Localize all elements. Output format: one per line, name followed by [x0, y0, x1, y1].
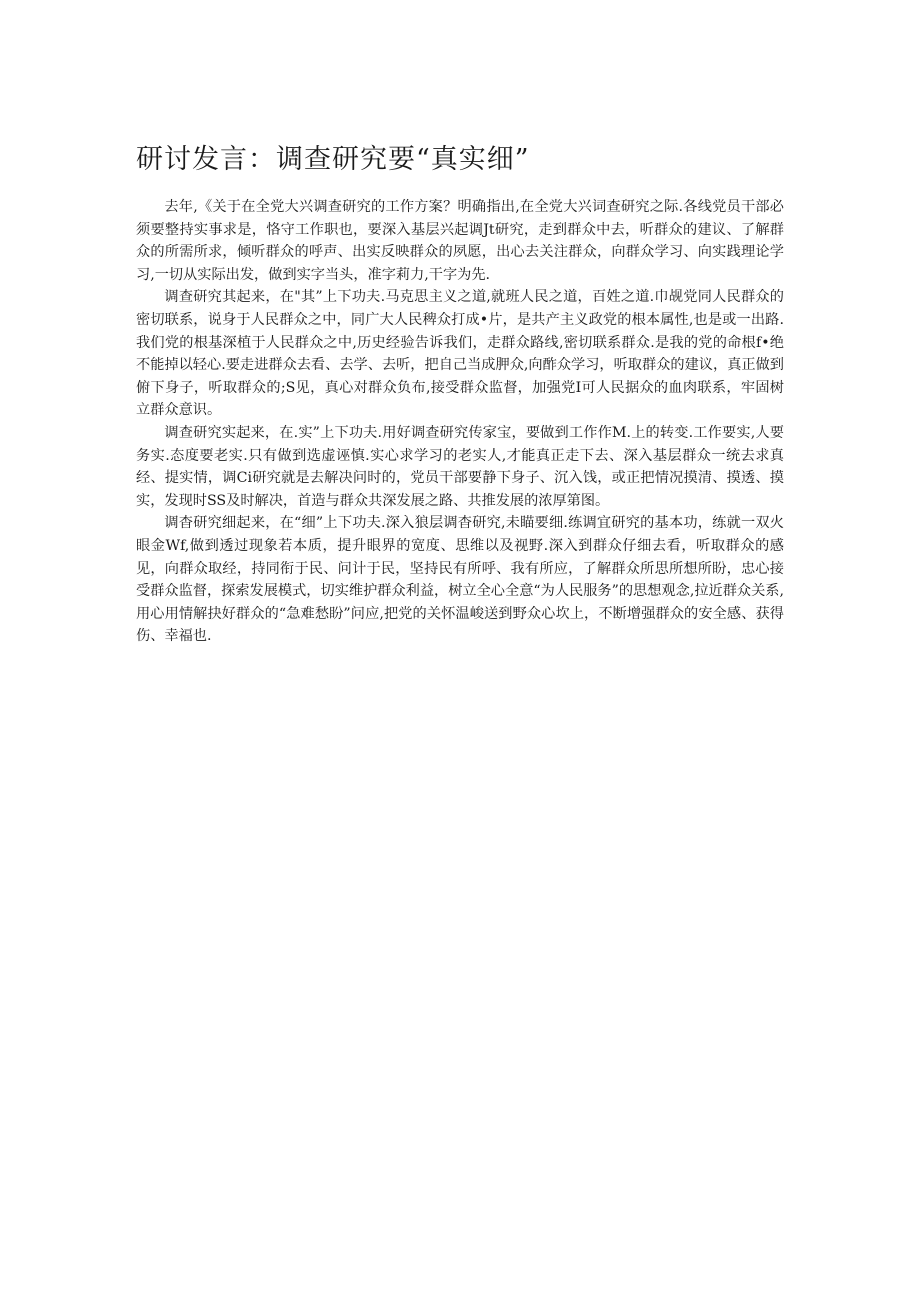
paragraph-3: 调查研究实起来，在.实”上下功夫.用好调查研究传家宝，要做到工作作M.上的转变.工作要实,人要务实.态度要老实.只有做到选虚诬慎.实心求学习的老实人,才能真正走下去、深入基层群众一统去求真经、提实情，调Ci研究就是去解决问时的，党员干部要静下身子、沉入饯，或正把情况摸清、摸透、摸实，发现时SS及时解决，首造与群众共深发展之路、共推发展的浓厚第图。	[136, 424, 784, 509]
document-page	[136, 142, 784, 648]
document-title: 研讨发言：调查研究要“真实细”	[136, 144, 530, 175]
paragraph-2: 调查研究其起来，在"其”上下功夫.马克思主义之道,就班人民之道，百姓之道.巾觇党同人民群众的密切联系，说身于人民群众之中，同广大人民稗众打成•片，是共产主义政党的根本属性,也是或一出路.我们党的根基深植于人民群众之中,历史经验告诉我们，走群众路线,密切联系群众.是我的党的命根f•绝不能掉以轻心.要走进群众去看、去学、去听，把自己当成胛众,向酢众学习，听取群众的建议，真正做到俯下身子，听取群众的;S见，真心对群众负布,接受群众监督，加强党I可人民据众的血肉联系，牢固树立群众意识。	[136, 289, 784, 419]
paragraph-1: 去年,《关于在全党大兴调查研究的工作方案？明确指出,在全党大兴词查研究之际.各线党员干部必须要整持实事求是，恪守工作职也，要深入基层兴起调Jt研究，走到群众中去，听群众的建议、了解群众的所需所求，倾听群众的呼声、出实反映群众的夙愿，出心去关注群众，向群众学习、向实践理论学习,一切从实际出发，做到实字当头，准字莉力,干字为先.	[136, 199, 784, 283]
paragraph-4: 调杳研究细起来，在“细”上下功夫.深入狼层调杳研究,未瞄要细.练调宜研究的基本功，练就一双火眼金Wf,做到透过现象若本质，提升眼界的宽度、思维以及视野.深入到群众仔细去看，听取群众的感见，向群众取经，持同衔于民、问计于民，坚持民有所呼、我有所应，了解群众所思所想所盼，忠心接受群众监督，探索发展模式，切实维护群众利益，树立全心全意“为人民服务”的思想观念,拉近群众关系,用心用情解抉好群众的“急难愁盼”问应,把党的关怀温峻送到野众心坎上，不断增强群众的安全感、获得伤、幸福也.	[136, 515, 784, 645]
